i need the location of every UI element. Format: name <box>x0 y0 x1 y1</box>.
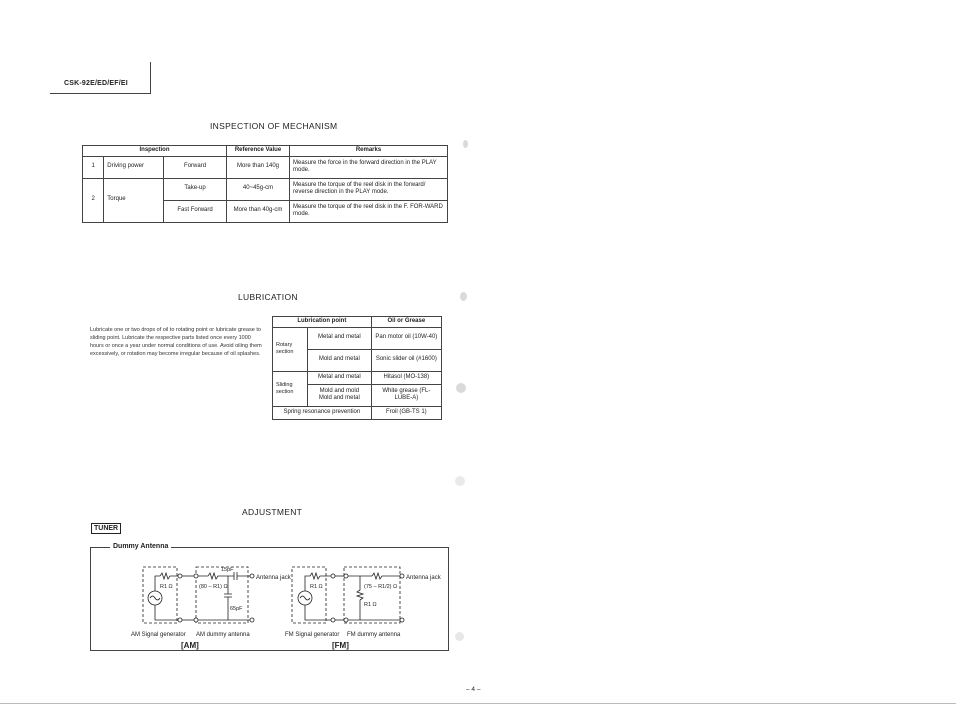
am-cap2-label: 65pF <box>230 606 243 612</box>
lubrication-point: Mold and mold Mold and metal <box>308 384 372 406</box>
scan-artifact <box>463 140 468 148</box>
inspection-sub: Fast Forward <box>164 200 227 222</box>
reference-header: Reference Value <box>227 146 290 157</box>
am-generator-label: AM Signal generator <box>131 632 186 638</box>
dummy-antenna-label: Dummy Antenna <box>110 543 171 550</box>
am-dummy-label: AM dummy antenna <box>196 632 250 638</box>
lubrication-instructions: Lubricate one or two drops of oil to rotating point or lubricate grease to sliding point. Lubricate the respective parts listed once every 1000 hours or once a year under normal conditions of use. Avoid oiling them excessively, or rotation may become irregular because of oil splashes. <box>90 327 262 357</box>
lubrication-point-header: Lubrication point <box>273 317 372 328</box>
page-bottom-edge <box>0 703 956 704</box>
lubricant: White grease (FL-LUBE-A) <box>371 384 441 406</box>
am-tag: [AM] <box>181 641 199 650</box>
fm-r3-label: R1 Ω <box>364 602 377 608</box>
row-number: 2 <box>83 178 104 222</box>
remark: Measure the torque of the reel disk in the F. FOR-WARD mode. <box>290 200 448 222</box>
lubricant: Hitasol (MO-138) <box>371 371 441 384</box>
inspection-sub: Forward <box>164 156 227 178</box>
scan-artifact <box>456 383 466 393</box>
reference-value: More than 40g-cm <box>227 200 290 222</box>
remark: Measure the torque of the reel disk in the forward/ reverse direction in the PLAY mode. <box>290 178 448 200</box>
fm-generator-label: FM Signal generator <box>285 632 340 638</box>
scan-artifact <box>455 632 464 641</box>
adjustment-title: ADJUSTMENT <box>242 507 303 517</box>
fm-tag: [FM] <box>332 641 349 650</box>
lubrication-point: Spring resonance prevention <box>273 406 372 419</box>
lubricant: Froil (GB-TS 1) <box>371 406 441 419</box>
lubrication-point: Metal and metal <box>308 327 372 349</box>
fm-dummy-label: FM dummy antenna <box>347 632 401 638</box>
fm-r1-label: R1 Ω <box>310 584 323 590</box>
oil-header: Oil or Grease <box>371 317 441 328</box>
remark: Measure the force in the forward direction in the PLAY mode. <box>290 156 448 178</box>
rotary-section-label: Rotary section <box>273 327 308 371</box>
inspection-sub: Take-up <box>164 178 227 200</box>
am-r1-label: R1 Ω <box>160 584 173 590</box>
lubricant: Pan motor oil (10W-40) <box>371 327 441 349</box>
fm-r2-label: (75 – R1/2) Ω <box>364 584 398 590</box>
fm-jack-label: Antenna jack <box>406 575 441 581</box>
page-number: – 4 – <box>466 686 481 693</box>
inspection-item: Driving power <box>104 156 164 178</box>
inspection-header: Inspection <box>83 146 227 157</box>
remarks-header: Remarks <box>290 146 448 157</box>
model-number: CSK-92E/ED/EF/EI <box>64 80 128 87</box>
tuner-label: TUNER <box>91 523 121 534</box>
sliding-section-label: Sliding section <box>273 371 308 406</box>
am-cap-label: 15pF <box>221 567 234 573</box>
am-r2-label: (80 – R1) Ω <box>199 584 228 590</box>
lubrication-title: LUBRICATION <box>238 292 298 302</box>
inspection-item: Torque <box>104 178 164 222</box>
lubricant: Sonic slider oil (#1600) <box>371 349 441 371</box>
reference-value: 40~45g-cm <box>227 178 290 200</box>
inspection-title: INSPECTION OF MECHANISM <box>210 121 338 131</box>
scan-artifact <box>455 476 465 486</box>
am-jack-label: Antenna jack <box>256 575 291 581</box>
lubrication-point: Metal and metal <box>308 371 372 384</box>
lubrication-point: Mold and metal <box>308 349 372 371</box>
row-number: 1 <box>83 156 104 178</box>
scan-artifact <box>460 292 467 301</box>
reference-value: More than 140g <box>227 156 290 178</box>
